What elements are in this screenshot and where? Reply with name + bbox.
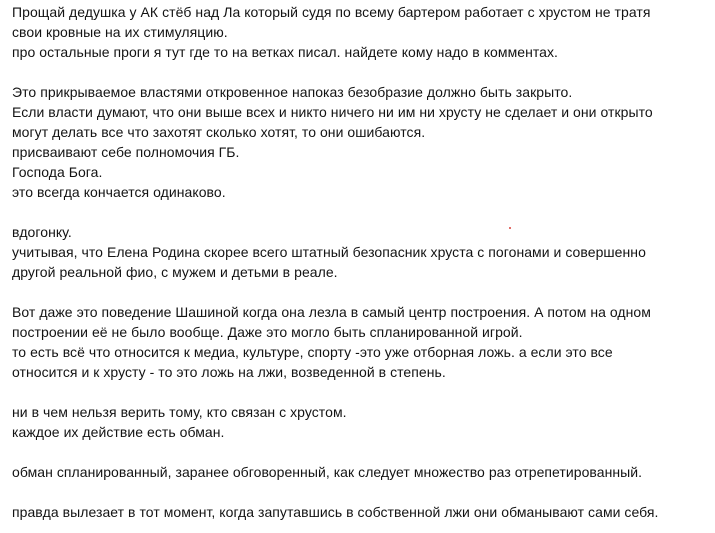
comment-line: относится и к хрусту - то это ложь на лжи, возведенной в степень. xyxy=(12,364,446,380)
comment-line: свои кровные на их стимуляцию. xyxy=(12,24,228,40)
comment-line: присваивают себе полномочия ГБ. xyxy=(12,144,240,160)
comment-line: другой реальной фио, с мужем и детьми в реале. xyxy=(12,264,338,280)
comment-line: Господа Бога. xyxy=(12,164,103,180)
paragraph-gap xyxy=(12,442,707,462)
comment-line: каждое их действие есть обман. xyxy=(12,424,225,440)
paragraph-gap xyxy=(12,382,707,402)
comment-line: Прощай дедушка у АК стёб над Ла который судя по всему бартером работает с хрустом не тратя xyxy=(12,4,651,20)
comment-line: правда вылезает в тот момент, когда запутавшись в собственной лжи они обманывают сами себя. xyxy=(12,504,659,520)
comment-line: обман спланированный, заранее обговоренный, как следует множество раз отрепетированный. xyxy=(12,464,643,480)
comment-line: могут делать все что захотят сколько хотят, то они ошибаются. xyxy=(12,124,426,140)
comment-body xyxy=(12,2,707,522)
comment-line: Вот даже это поведение Шашиной когда она лезла в самый центр построения. А потом на одном xyxy=(12,304,651,320)
comment-line: это всегда кончается одинаково. xyxy=(12,184,226,200)
paragraph-gap xyxy=(12,202,707,222)
comment-line: про остальные проги я тут где то на ветках писал. найдете кому надо в комментах. xyxy=(12,44,558,60)
comment-line: построении её не было вообще. Даже это могло быть спланированной игрой. xyxy=(12,324,523,340)
comment-line: Если власти думают, что они выше всех и никто ничего ни им ни хрусту не сделает и они открыто xyxy=(12,104,653,120)
comment-line: учитывая, что Елена Родина скорее всего штатный безопасник хруста с погонами и совершенно xyxy=(12,244,646,260)
comment-line: ни в чем нельзя верить тому, кто связан с хрустом. xyxy=(12,404,347,420)
stray-dot xyxy=(509,227,511,229)
comment-line: вдогонку. xyxy=(12,224,72,240)
comment-line: Это прикрываемое властями откровенное напоказ безобразие должно быть закрыто. xyxy=(12,84,573,100)
paragraph-gap xyxy=(12,282,707,302)
paragraph-gap xyxy=(12,62,707,82)
comment-line: то есть всё что относится к медиа, культуре, спорту -это уже отборная ложь. а если это все xyxy=(12,344,613,360)
paragraph-gap xyxy=(12,482,707,502)
